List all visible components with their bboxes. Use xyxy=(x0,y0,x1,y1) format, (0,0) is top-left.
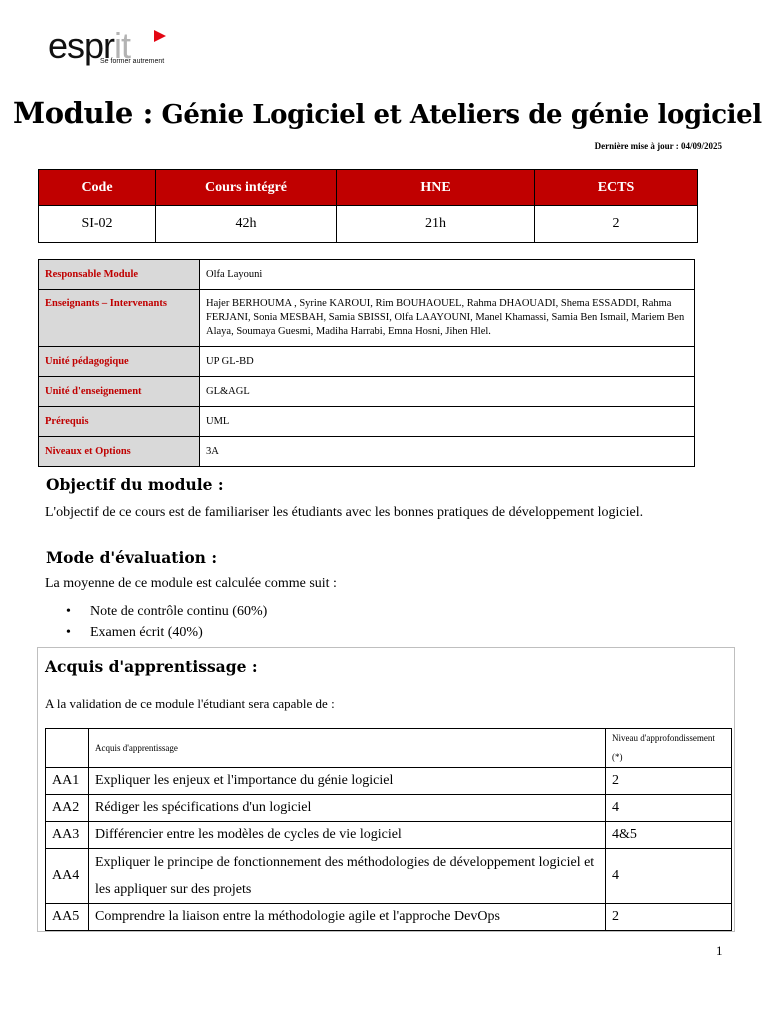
info-label: Unité pédagogique xyxy=(39,347,200,377)
outcome-code: AA5 xyxy=(46,904,89,931)
info-row xyxy=(39,290,695,347)
info-row xyxy=(39,347,695,377)
outcomes-row xyxy=(46,904,732,931)
page-number: 1 xyxy=(716,943,723,958)
info-label: Responsable Module xyxy=(39,260,200,290)
info-row xyxy=(39,407,695,437)
summary-hne: 21h xyxy=(337,206,535,243)
info-label: Prérequis xyxy=(39,407,200,437)
objective-heading: Objectif du module : xyxy=(46,475,224,494)
info-row xyxy=(39,260,695,290)
last-update: Dernière mise à jour : 04/09/2025 xyxy=(594,141,722,151)
objective-text: L'objectif de ce cours est de familiariser les étudiants avec les bonnes pratiques de développement logiciel. xyxy=(45,505,644,520)
outcome-code: AA3 xyxy=(46,822,89,849)
outcome-text: Expliquer les enjeux et l'importance du génie logiciel xyxy=(89,768,606,795)
summary-header-course: Cours intégré xyxy=(156,170,337,206)
outcome-level: 4&5 xyxy=(606,822,732,849)
summary-header-code: Code xyxy=(39,170,156,206)
info-row xyxy=(39,377,695,407)
outcome-code: AA4 xyxy=(46,849,89,904)
logo-flag-icon xyxy=(154,30,166,42)
evaluation-item: • Examen écrit (40%) xyxy=(52,622,267,643)
outcomes-heading: Acquis d'apprentissage : xyxy=(45,657,258,676)
outcomes-header-level: Niveau d'approfondissement (*) xyxy=(606,729,732,768)
info-value: Olfa Layouni xyxy=(200,260,695,290)
outcomes-row xyxy=(46,795,732,822)
outcomes-header-code xyxy=(46,729,89,768)
summary-header-row xyxy=(39,170,698,206)
info-label: Enseignants – Intervenants xyxy=(39,290,200,347)
evaluation-intro: La moyenne de ce module est calculée comme suit : xyxy=(45,576,337,591)
outcome-text: Différencier entre les modèles de cycles de vie logiciel xyxy=(89,822,606,849)
outcomes-row xyxy=(46,849,732,904)
outcomes-row xyxy=(46,768,732,795)
outcomes-row xyxy=(46,822,732,849)
outcomes-header-outcome: Acquis d'apprentissage xyxy=(89,729,606,768)
outcome-text: Comprendre la liaison entre la méthodologie agile et l'approche DevOps xyxy=(89,904,606,931)
summary-code: SI-02 xyxy=(39,206,156,243)
outcome-level: 4 xyxy=(606,795,732,822)
info-label: Niveaux et Options xyxy=(39,437,200,467)
outcomes-table xyxy=(45,728,732,931)
summary-table xyxy=(38,169,698,243)
summary-ects: 2 xyxy=(535,206,698,243)
summary-value-row xyxy=(39,206,698,243)
evaluation-item: • Note de contrôle continu (60%) xyxy=(52,601,267,622)
outcome-code: AA1 xyxy=(46,768,89,795)
info-value: Hajer BERHOUMA , Syrine KAROUI, Rim BOUHAOUEL, Rahma DHAOUADI, Shema ESSADDI, Rahma FERJANI, Sonia MESBAH, Samia SBISSI, Olfa LAAYOUNI, Manel Khamassi, Samia Ben Ismail, Mariem Ben Alaya, Soumaya Guesmi, Madiha Harrabi, Emna Hosni, Jihen Hlel. xyxy=(200,290,695,347)
info-value: GL&AGL xyxy=(200,377,695,407)
page-title: Module : Génie Logiciel et Ateliers de génie logiciel xyxy=(13,96,762,130)
outcome-code: AA2 xyxy=(46,795,89,822)
evaluation-heading: Mode d'évaluation : xyxy=(46,548,218,567)
info-label: Unité d'enseignement xyxy=(39,377,200,407)
outcome-level: 2 xyxy=(606,904,732,931)
summary-header-ects: ECTS xyxy=(535,170,698,206)
outcome-text: Rédiger les spécifications d'un logiciel xyxy=(89,795,606,822)
summary-header-hne: HNE xyxy=(337,170,535,206)
info-value: UML xyxy=(200,407,695,437)
logo-wordmark: esprit xyxy=(48,25,131,66)
outcome-text: Expliquer le principe de fonctionnement des méthodologies de développement logiciel et les appliquer sur des projets xyxy=(89,849,606,904)
evaluation-list xyxy=(52,601,267,643)
info-value: 3A xyxy=(200,437,695,467)
outcome-level: 4 xyxy=(606,849,732,904)
logo-tagline: Se former autrement xyxy=(100,58,165,65)
info-value: UP GL-BD xyxy=(200,347,695,377)
esprit-logo xyxy=(48,26,178,72)
summary-course: 42h xyxy=(156,206,337,243)
outcomes-box xyxy=(37,647,735,932)
info-table xyxy=(38,259,695,467)
outcome-level: 2 xyxy=(606,768,732,795)
outcomes-intro: A la validation de ce module l'étudiant sera capable de : xyxy=(45,696,335,711)
outcomes-header-row xyxy=(46,729,732,768)
info-row xyxy=(39,437,695,467)
